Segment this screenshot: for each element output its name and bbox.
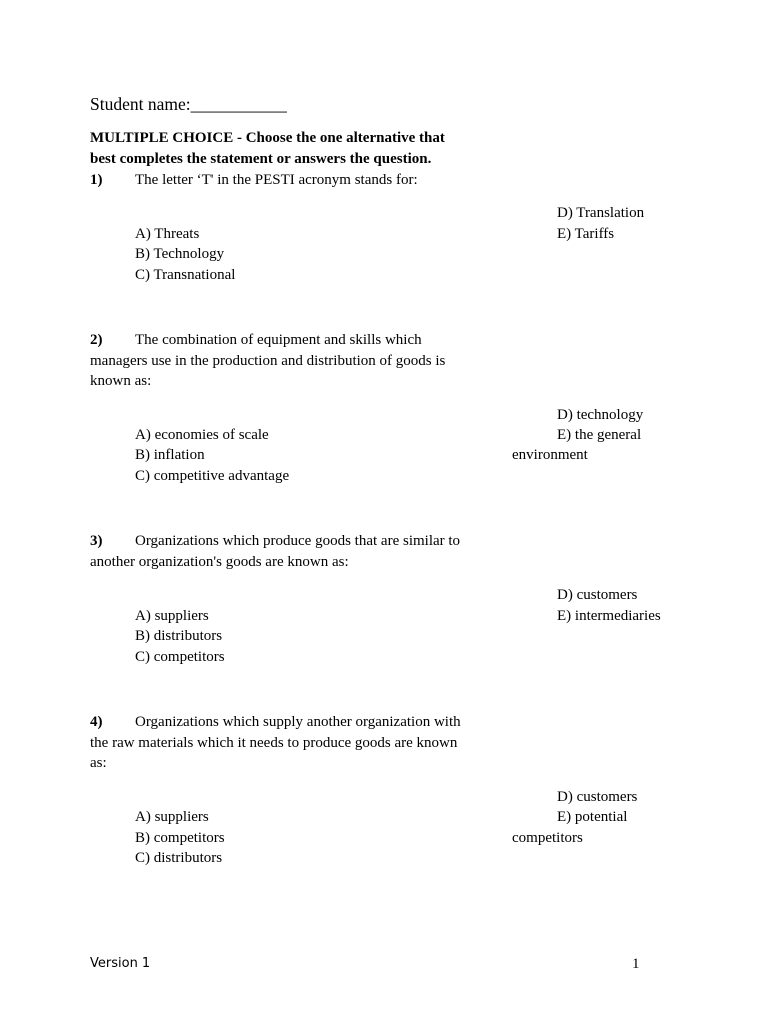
question-2-option-b: B) inflation — [135, 447, 205, 463]
question-1-option-a: A) Threats — [135, 226, 200, 242]
question-4-stem-line-2: the raw materials which it needs to produce goods are known — [90, 735, 458, 751]
question-1-option-e: E) Tariffs — [557, 226, 615, 242]
question-1-stem: The letter ‘T' in the PESTI acronym stands for: — [135, 172, 418, 188]
question-2-option-d: D) technology — [557, 407, 644, 423]
question-4-stem-line-1: Organizations which supply another organization with — [135, 714, 461, 730]
question-2-option-e: E) the general — [557, 427, 642, 443]
question-4-option-c: C) distributors — [135, 850, 223, 866]
question-4-stem-line-3: as: — [90, 755, 107, 771]
question-2-option-c: C) competitive advantage — [135, 468, 290, 484]
question-2-option-e-continued: environment — [512, 447, 588, 463]
question-2-option-a: A) economies of scale — [135, 427, 269, 443]
question-3-number: 3) — [90, 533, 103, 549]
question-3-stem-line-2: another organization's goods are known as: — [90, 554, 349, 570]
question-4-option-b: B) competitors — [135, 830, 225, 846]
student-name-label: Student name:___________ — [90, 94, 287, 114]
question-4-option-e-continued: competitors — [512, 830, 583, 846]
question-2-stem-line-3: known as: — [90, 373, 152, 389]
question-1-option-c: C) Transnational — [135, 267, 236, 283]
question-2-stem-line-1: The combination of equipment and skills which — [135, 332, 422, 348]
question-4-number: 4) — [90, 714, 103, 730]
question-4-option-e: E) potential — [557, 809, 628, 825]
question-3-option-c: C) competitors — [135, 649, 225, 665]
question-3-option-a: A) suppliers — [135, 608, 209, 624]
question-3-stem-line-1: Organizations which produce goods that are similar to — [135, 533, 461, 549]
question-3-option-b: B) distributors — [135, 628, 223, 644]
question-4-option-d: D) customers — [557, 789, 638, 805]
question-3-option-d: D) customers — [557, 587, 638, 603]
question-4-option-a: A) suppliers — [135, 809, 209, 825]
question-1-option-b: B) Technology — [135, 246, 225, 262]
question-2-stem-line-2: managers use in the production and distribution of goods is — [90, 353, 446, 369]
question-1-option-d: D) Translation — [557, 205, 645, 221]
footer-version: Version 1 — [90, 956, 151, 971]
page-number: 1 — [632, 956, 640, 972]
instructions-line-2: best completes the statement or answers the question. — [90, 151, 432, 167]
question-1-number: 1) — [90, 172, 103, 188]
instructions-line-1: MULTIPLE CHOICE - Choose the one alternative that — [90, 130, 445, 146]
question-3-option-e: E) intermediaries — [557, 608, 661, 624]
question-2-number: 2) — [90, 332, 103, 348]
